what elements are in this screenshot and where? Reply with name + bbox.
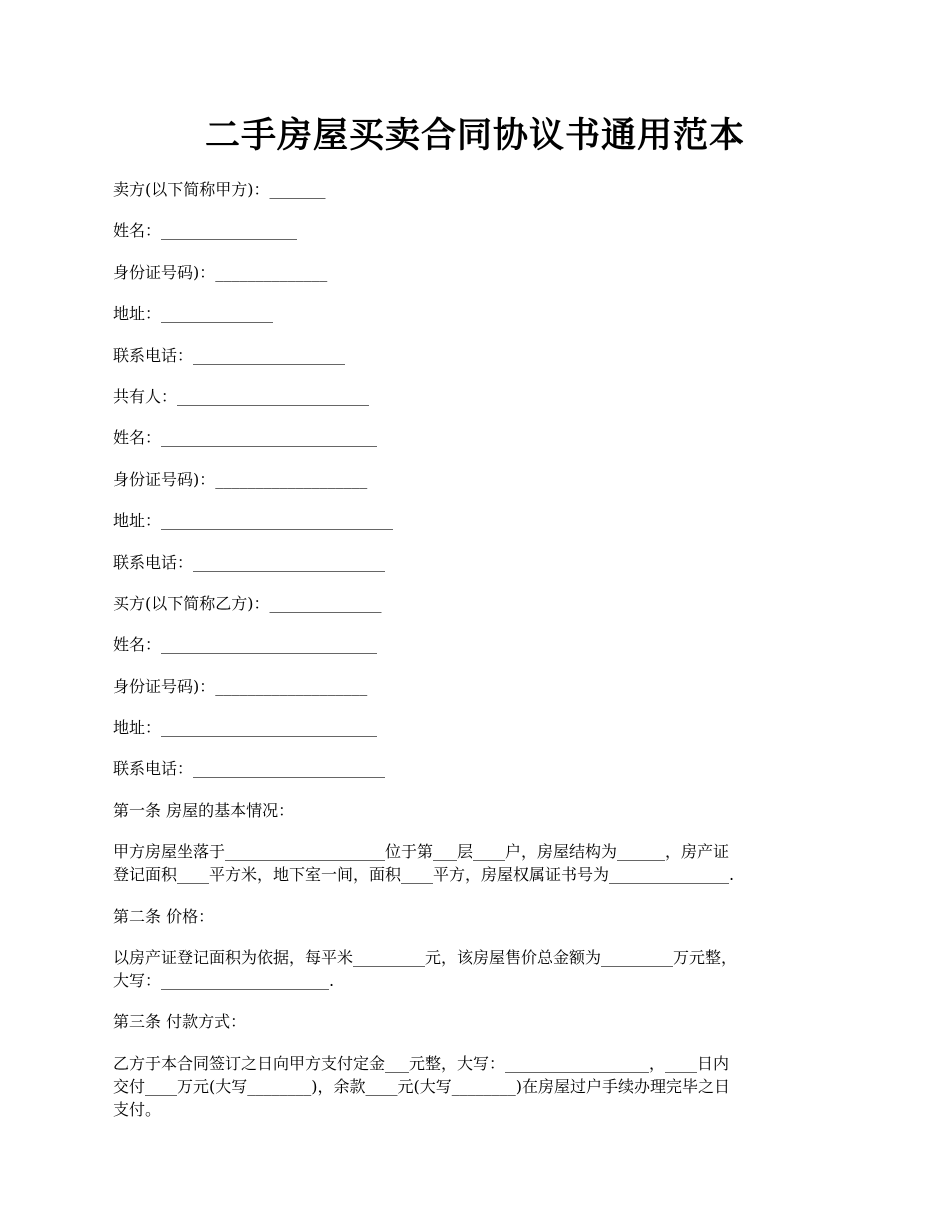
article1-paragraph bbox=[113, 840, 838, 886]
article3-line-2: 交付____万元(大写________)，余款____元(大写________)在房屋过户手续办理完毕之日 bbox=[113, 1076, 730, 1096]
article3-line-3: 支付。 bbox=[113, 1099, 162, 1119]
buyer-phone-line: 联系电话：________________________ bbox=[113, 759, 386, 779]
co-owner-address-line: 地址：_____________________________ bbox=[113, 511, 394, 531]
buyer-line: 买方(以下简称乙方)：______________ bbox=[113, 593, 382, 613]
seller-id-line: 身份证号码)：______________ bbox=[113, 262, 328, 282]
article2-line-2: 大写：_____________________. bbox=[113, 971, 335, 991]
article2-heading: 第二条 价格： bbox=[113, 906, 215, 926]
document-body bbox=[113, 178, 838, 1139]
buyer-name-line: 姓名：___________________________ bbox=[113, 635, 378, 655]
seller-address-line: 地址：______________ bbox=[113, 304, 274, 324]
article2-paragraph bbox=[113, 946, 838, 992]
seller-line: 卖方(以下简称甲方)：_______ bbox=[113, 180, 326, 199]
article1-line-2: 登记面积____平方米，地下室一间，面积____平方，房屋权属证书号为_______________. bbox=[113, 865, 735, 885]
article2-line-1: 以房产证登记面积为依据，每平米_________元，该房屋售价总金额为_________万元整， bbox=[113, 948, 738, 968]
article1-heading: 第一条 房屋的基本情况： bbox=[113, 800, 295, 820]
article3-line-1: 乙方于本合同签订之日向甲方支付定金___元整，大写：__________________，____日内 bbox=[113, 1053, 730, 1073]
buyer-address-line: 地址：___________________________ bbox=[113, 718, 378, 738]
co-owner-phone-line: 联系电话：________________________ bbox=[113, 552, 386, 572]
article3-paragraph bbox=[113, 1052, 838, 1121]
seller-phone-line: 联系电话：___________________ bbox=[113, 345, 346, 365]
co-owner-name-line: 姓名：___________________________ bbox=[113, 428, 378, 448]
co-owner-line: 共有人：________________________ bbox=[113, 386, 370, 406]
article1-line-1: 甲方房屋坐落于____________________位于第___层____户，房屋结构为______，房产证 bbox=[113, 842, 730, 862]
seller-name-line: 姓名：_________________ bbox=[113, 221, 298, 241]
co-owner-id-line: 身份证号码)：___________________ bbox=[113, 469, 368, 489]
article3-heading: 第三条 付款方式： bbox=[113, 1012, 247, 1032]
document-title: 二手房屋买卖合同协议书通用范本 bbox=[204, 115, 745, 156]
buyer-id-line: 身份证号码)：___________________ bbox=[113, 676, 368, 696]
